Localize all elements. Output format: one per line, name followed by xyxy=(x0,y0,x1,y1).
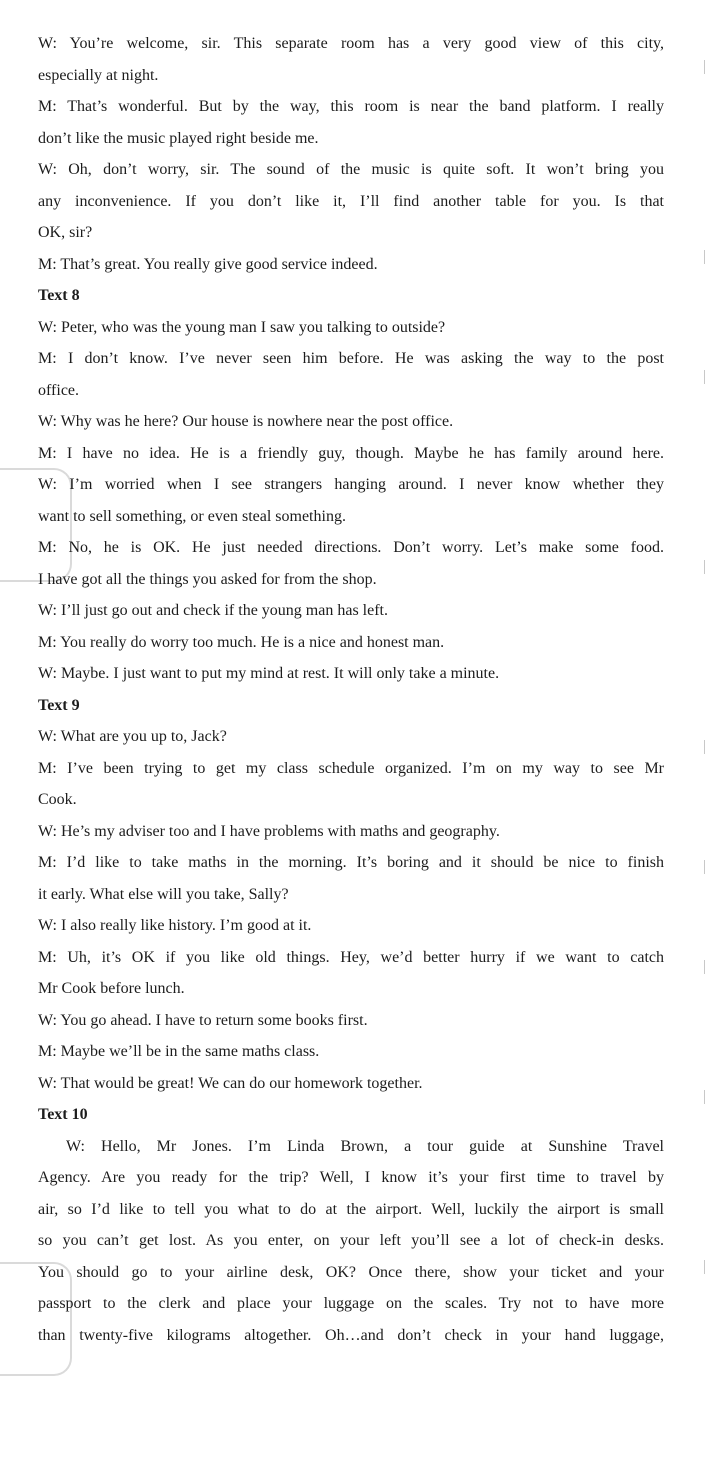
text-line: Cook. xyxy=(38,791,77,808)
margin-mark xyxy=(704,1090,711,1104)
margin-mark xyxy=(704,560,711,574)
text-line: W: I also really like history. I’m good at it. xyxy=(38,917,312,934)
margin-mark xyxy=(704,960,711,974)
text-line: W: Peter, who was the young man I saw you talking to outside? xyxy=(38,318,446,336)
text-line: M: I’ve been trying to get my class schedule organized. I’m on my way to see Mr xyxy=(38,759,664,777)
text-line: air, so I’d like to tell you what to do at the airport. Well, luckily the airport is small xyxy=(38,1200,664,1218)
text-line: don’t like the music played right beside me. xyxy=(38,129,319,147)
text-line: W: I’ll just go out and check if the young man has left. xyxy=(38,602,388,619)
text-line: especially at night. xyxy=(38,66,159,84)
text-line: Agency. Are you ready for the trip? Well, I know it’s your first time to travel by xyxy=(38,1169,664,1186)
text-line: M: I’d like to take maths in the morning. It’s boring and it should be nice to finish xyxy=(38,854,664,871)
text-line: so you can’t get lost. As you enter, on your left you’ll see a lot of check-in desks. xyxy=(38,1232,664,1249)
text-line: office. xyxy=(38,381,80,399)
text-line: M: Uh, it’s OK if you like old things. Hey, we’d better hurry if we want to catch xyxy=(38,948,664,966)
margin-mark xyxy=(704,860,711,874)
text-line: W: Why was he here? Our house is nowhere near the post office. xyxy=(38,413,454,430)
text-line: OK, sir? xyxy=(38,224,93,241)
text-line: You should go to your airline desk, OK? Once there, show your ticket and your xyxy=(38,1263,664,1281)
text-line: M: No, he is OK. He just needed directions. Don’t worry. Let’s make some food. xyxy=(38,539,664,556)
section-heading: Text 9 xyxy=(38,696,80,714)
section-heading: Text 8 xyxy=(38,287,80,304)
text-line: W: Maybe. I just want to put my mind at rest. It will only take a minute. xyxy=(38,665,500,682)
text-line: I have got all the things you asked for from the shop. xyxy=(38,570,377,588)
text-line: W: You go ahead. I have to return some books first. xyxy=(38,1011,368,1029)
text-line: Mr Cook before lunch. xyxy=(38,980,185,997)
text-line: W: You’re welcome, sir. This separate room has a very good view of this city, xyxy=(38,35,664,52)
text-line: W: That would be great! We can do our homework together. xyxy=(38,1074,423,1092)
text-line: W: Oh, don’t worry, sir. The sound of the music is quite soft. It won’t bring you xyxy=(38,161,664,178)
text-line: M: That’s wonderful. But by the way, this room is near the band platform. I really xyxy=(38,98,664,115)
section-heading: Text 10 xyxy=(38,1106,88,1123)
margin-mark xyxy=(704,60,711,74)
text-line: M: That’s great. You really give good service indeed. xyxy=(38,255,378,273)
text-line: W: Hello, Mr Jones. I’m Linda Brown, a tour guide at Sunshine Travel xyxy=(66,1137,664,1155)
text-line: want to sell something, or even steal something. xyxy=(38,507,346,525)
text-line: M: You really do worry too much. He is a nice and honest man. xyxy=(38,633,445,651)
text-line: any inconvenience. If you don’t like it, I’ll find another table for you. Is that xyxy=(38,192,664,210)
text-line: M: I have no idea. He is a friendly guy, though. Maybe he has family around here. xyxy=(38,444,664,462)
margin-mark xyxy=(704,740,711,754)
margin-mark xyxy=(704,1260,711,1274)
text-line: W: He’s my adviser too and I have problems with maths and geography. xyxy=(38,822,500,840)
text-line: it early. What else will you take, Sally? xyxy=(38,885,289,903)
text-line: W: I’m worried when I see strangers hanging around. I never know whether they xyxy=(38,476,664,493)
margin-mark xyxy=(704,250,711,264)
text-line: M: Maybe we’ll be in the same maths class. xyxy=(38,1043,320,1060)
margin-mark xyxy=(704,370,711,384)
text-line: passport to the clerk and place your luggage on the scales. Try not to have more xyxy=(38,1295,664,1312)
text-line: M: I don’t know. I’ve never seen him before. He was asking the way to the post xyxy=(38,350,664,367)
text-line: W: What are you up to, Jack? xyxy=(38,728,227,745)
text-line: than twenty-five kilograms altogether. Oh…and don’t check in your hand luggage, xyxy=(38,1326,664,1344)
